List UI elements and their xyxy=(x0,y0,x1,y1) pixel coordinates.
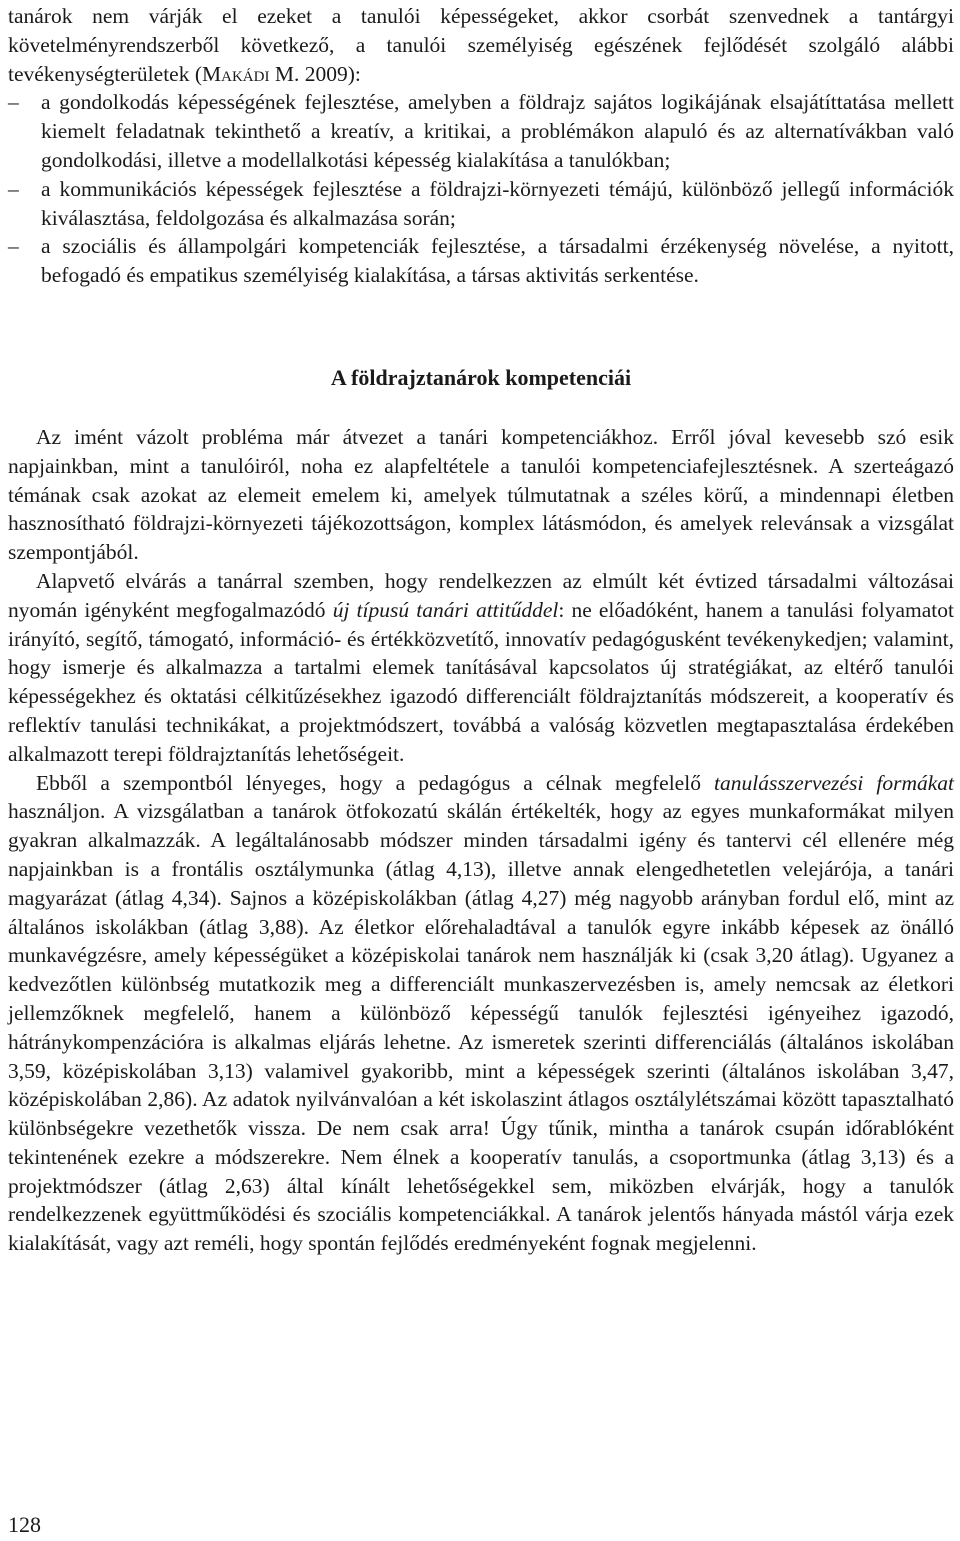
list-item-text: a szociális és állampolgári kompetenciák fejlesztése, a társadalmi érzékenység növelése, a nyitott, befogadó és empatikus személyiség kialakítása, a társas aktivitás serkentése. xyxy=(41,234,954,288)
list-item-text: a gondolkodás képességének fejlesztése, amelyben a földrajz sajátos logikájának elsajátíttatása mellett kiemelt feladatnak tekinthető a kreatív, a kritikai, a problémákon alapuló és az alternatívákban való gondolkodási, illetve a modellalkotási képesség kialakítása a tanulókban; xyxy=(41,90,954,172)
paragraph-text: használjon. A vizsgálatban a tanárok ötfokozatú skálán értékelték, hogy az egyes munkaformákat milyen gyakran alkalmazzák. A legáltalánosabb módszer minden társadalmi igény és tantervi cél ellenére még napjainkban is a frontális osztálymunka (átlag 4,13), illetve annak elengedhetetlen velejárója, a tanári magyarázat (átlag 4,34). Sajnos a középiskolákban (átlag 4,27) még nagyobb arányban fordul elő, mint az általános iskolákban (átlag 3,88). Az életkor előrehaladtával a tanulók egyre inkább képesek az önálló munkavégzésre, amely képességüket a középiskolai tanárok nem használják ki (csak 3,20 átlag). Ugyanez a kedvezőtlen különbség mutatkozik meg a differenciált munkaszervezésben is, amely nemcsak az életkori jellemzőknek megfelelő, hanem a különböző képességű tanulók fejlesztési igényeihez igazodó, hátránykompenzációra is alkalmas eljárás lehetne. Az ismeretek szerinti differenciálás (általános iskolában 3,59, középiskolában 3,13) valamivel gyakoribb, mint a képességek szerinti (általános iskolában 3,47, középiskolában 2,86). Az adatok nyilvánvalóan a két iskolaszint átlagos osztálylétszámai között tapasztalható különbségekre vezethetők vissza. De nem csak arra! Úgy tűnik, mintha a tanárok csupán időrablóként tekintenének ezekre a módszerekre. Nem élnek a kooperatív tanulás, a csoportmunka (átlag 3,13) és a projektmódszer (átlag 2,63) által kínált lehetőségekkel sem, miközben elvárják, hogy a tanulók rendelkezzenek együttműködési és szociális kompetenciákkal. A tanárok jelentős hányada mástól várja ezek kialakítását, vagy azt reméli, hogy spontán fejlődés eredményeként fognak megjelenni. xyxy=(8,799,954,1256)
dash-bullet: – xyxy=(8,90,19,115)
intro-paragraph xyxy=(8,2,954,88)
list-item-text: a kommunikációs képességek fejlesztése a földrajzi-környezeti témájú, különböző jellegű információk kiválasztása, feldolgozása és alkalmazása során; xyxy=(41,176,954,230)
page-number: 128 xyxy=(8,1512,41,1537)
paragraph-text: Ebből a szempontból lényeges, hogy a pedagógus a célnak megfelelő xyxy=(36,770,715,795)
list-item xyxy=(8,232,954,290)
list-item xyxy=(8,88,954,174)
citation-author: Makádi M. xyxy=(202,61,300,86)
paragraph-text: : ne előadóként, hanem a tanulási folyamatot irányító, segítő, támogató, információ- és értékközvetítő, innovatív pedagógusként tevékenykedjen; valamint, hogy ismerje és alkalmazza a tartalmi elemek tanításával kapcsolatos új stratégiákat, az eltérő tanulói képességekhez és oktatási célkitűzésekhez igazodó differenciált földrajztanítás módszereit, a kooperatív és reflektív tanulási technikákat, a projektmódszert, továbbá a valóság közvetlen megtapasztalása érdekében alkalmazott terepi földrajztanítás lehetőségeit. xyxy=(8,597,954,766)
paragraph-text: Alapvető elvárás a tanárral szemben, hogy rendelkezzen az elmúlt két évtized társadalmi változásai nyomán igényként megfogalmazódó xyxy=(8,568,954,622)
body-paragraph-1: Az imént vázolt probléma már átvezet a tanári kompetenciákhoz. Erről jóval kevesebb szó esik napjainkban, mint a tanulóiról, noha ez alapfeltétele a tanulói kompetenciafejlesztésnek. A szerteágazó témának csak azokat az elemeit emelem ki, amelyek túlmutatnak a széles körű, a mindennapi életben hasznosítható földrajzi-környezeti tájékozottságon, komplex látásmódon, és amelyek relevánsak a vizsgálat szempontjából. xyxy=(8,424,954,565)
competency-list xyxy=(8,88,954,290)
list-item xyxy=(8,175,954,233)
document-page xyxy=(8,0,954,1258)
body-paragraph-3 xyxy=(8,769,954,1259)
body-paragraph-2 xyxy=(8,567,954,769)
emphasis-text: tanulásszervezési formákat xyxy=(714,770,954,795)
emphasis-text: új típusú tanári attitűddel xyxy=(332,597,559,622)
dash-bullet: – xyxy=(8,176,19,201)
dash-bullet: – xyxy=(8,234,19,259)
intro-text: tanárok nem várják el ezeket a tanulói képességeket, akkor csorbát szenvednek a tantárgyi követelményrendszerből következő, a tanulói személyiség egészének fejlődését szolgáló alábbi tevékenységterületek ( xyxy=(8,4,954,86)
section-heading: A földrajztanárok kompetenciái xyxy=(330,364,632,390)
citation-year: 2009): xyxy=(299,61,361,86)
